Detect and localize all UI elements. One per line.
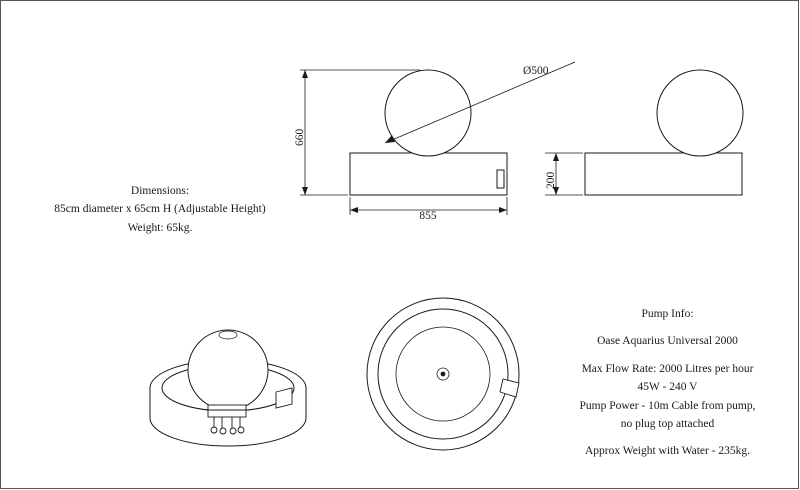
pump-info-heading: Pump Info: (641, 308, 694, 320)
perspective-outlet (276, 388, 292, 408)
pump-cable-line2: no plug top attached (620, 417, 715, 430)
sphere-diameter-label: Ø500 (523, 65, 549, 77)
pump-model: Oase Aquarius Universal 2000 (597, 335, 738, 348)
spacer-2 (540, 351, 795, 360)
dimensions-note (40, 182, 280, 237)
approx-weight: Approx Weight with Water - 235kg. (584, 445, 751, 458)
dimensions-note-line2: 85cm diameter x 65cm H (Adjustable Height) (54, 203, 266, 216)
base-height-label: 200 (545, 171, 557, 189)
dimensions-note-line3: Weight: 65kg. (127, 221, 193, 234)
overall-height-label: 660 (294, 128, 306, 146)
spacer-3 (540, 433, 795, 442)
pump-info-block (540, 305, 795, 461)
plan-view (367, 298, 519, 450)
base-width-label: 855 (419, 210, 437, 222)
front-elevation-base (350, 153, 507, 195)
perspective-sphere (188, 330, 268, 410)
pump-cable-line1: Pump Power - 10m Cable from pump, (579, 399, 756, 412)
dimensions-note-line1: Dimensions: (130, 185, 190, 197)
pump-power-rating: 45W - 240 V (637, 381, 698, 394)
front-elevation-sphere (385, 70, 471, 156)
side-elevation-sphere (657, 70, 743, 156)
spacer-1 (540, 323, 795, 332)
side-elevation-base (585, 153, 742, 195)
pump-flow-rate: Max Flow Rate: 2000 Litres per hour (581, 362, 754, 375)
